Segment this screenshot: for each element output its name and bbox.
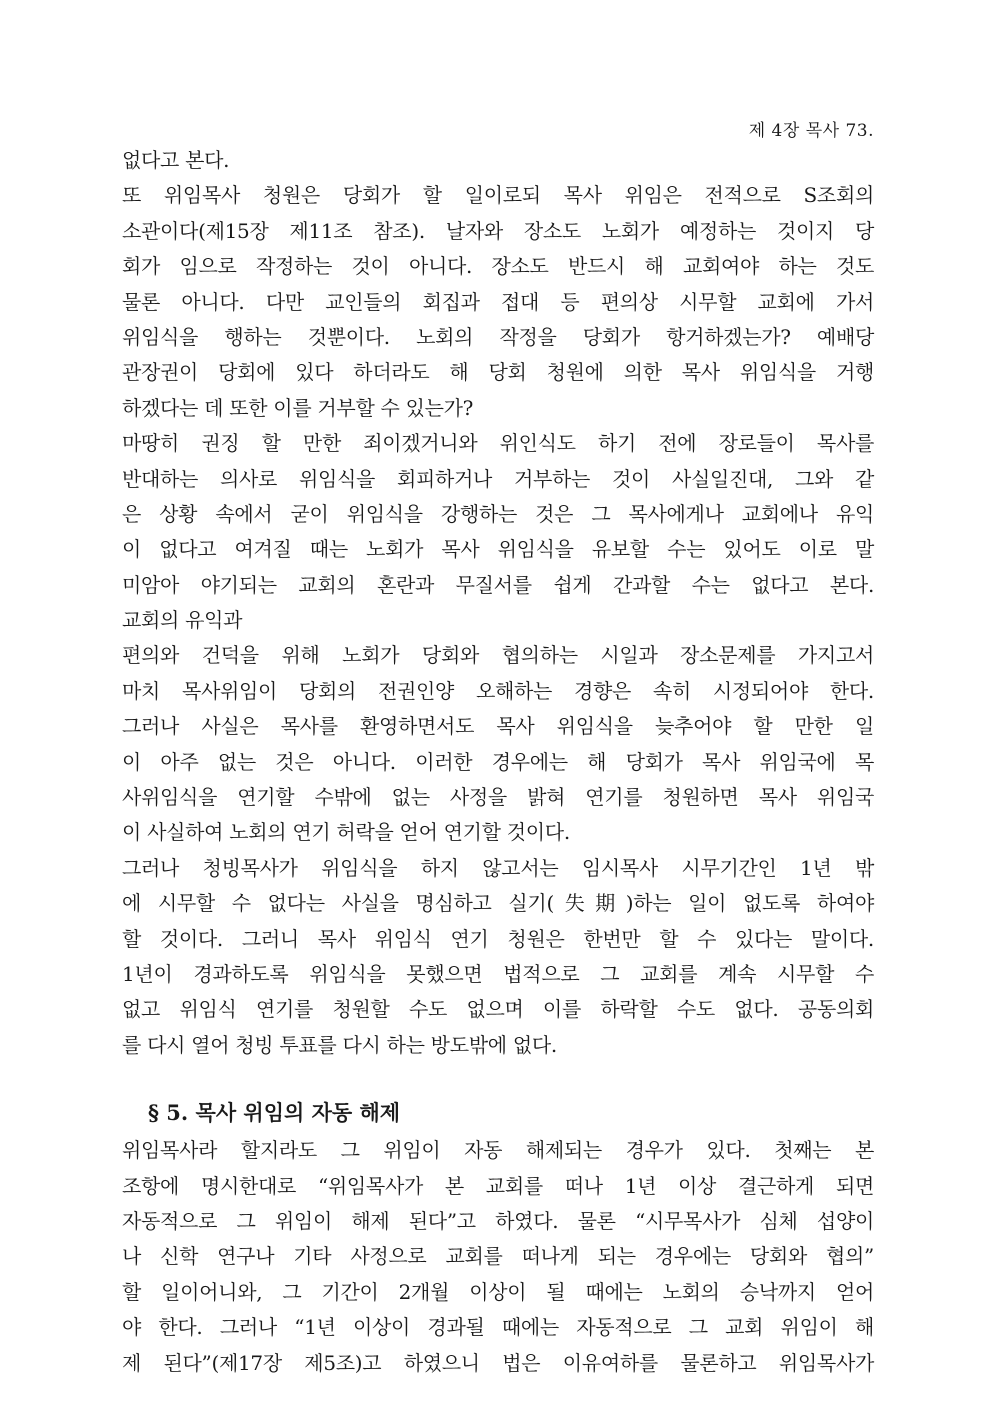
text-line: 또 위임목사 청원은 당회가 할 일이로되 목사 위임은 전적으로 S조회의 [122, 183, 874, 208]
text-line: 이 아주 없는 것은 아니다. 이러한 경우에는 해 당회가 목사 위임국에 목 [122, 749, 874, 774]
text-line: 할 것이다. 그러니 목사 위임식 연기 청원은 한번만 할 수 있다는 말이다. [122, 926, 874, 951]
text-line: 관장권이 당회에 있다 하더라도 해 당회 청원에 의한 목사 위임식을 거행 [122, 360, 874, 385]
running-header: 제 4장 목사 73. [748, 121, 874, 141]
text-line: 물론 아니다. 다만 교인들의 회집과 접대 등 편의상 시무할 교회에 가서 [122, 289, 874, 314]
page-body [122, 143, 874, 1381]
text-line: 에 시무할 수 없다는 사실을 명심하고 실기(失期)하는 일이 없도록 하여야 [122, 891, 874, 916]
text-line: 사위임식을 연기할 수밖에 없는 사정을 밝혀 연기를 청원하면 목사 위임국 [122, 785, 874, 810]
text-line: 편의와 건덕을 위해 노회가 당회와 협의하는 시일과 장소문제를 가지고서 [122, 643, 874, 668]
text-line: 할 일이어니와, 그 기간이 2개월 이상이 될 때에는 노회의 승낙까지 얻어 [122, 1279, 874, 1304]
text-line: 조항에 명시한대로 “위임목사가 본 교회를 떠나 1년 이상 결근하게 되면 [122, 1173, 874, 1198]
text-line: 하겠다는 데 또한 이를 거부할 수 있는가? [122, 395, 474, 420]
section-heading: § 5. 목사 위임의 자동 해제 [148, 1100, 401, 1126]
text-line: 은 상황 속에서 굳이 위임식을 강행하는 것은 그 목사에게나 교회에나 유익 [122, 501, 874, 526]
text-line: 이 사실하여 노회의 연기 허락을 얻어 연기할 것이다. [122, 820, 570, 845]
text-line: 위임식을 행하는 것뿐이다. 노회의 작정을 당회가 항거하겠는가? 예배당 [122, 324, 874, 349]
text-line: 그러나 사실은 목사를 환영하면서도 목사 위임식을 늦추어야 할 만한 일 [122, 714, 874, 739]
text-line: 자동적으로 그 위임이 해제 된다”고 하였다. 물론 “시무목사가 심체 섭양이 [122, 1208, 874, 1233]
text-line: 1년이 경과하도록 위임식을 못했으면 법적으로 그 교회를 계속 시무할 수 [122, 961, 874, 986]
text-line: 없다고 본다. [122, 148, 230, 172]
text-line: 를 다시 열어 청빙 투표를 다시 하는 방도밖에 없다. [122, 1032, 557, 1057]
text-line: 그러나 청빙목사가 위임식을 하지 않고서는 임시목사 시무기간인 1년 밖 [122, 855, 874, 880]
body-text-after-section [122, 1133, 874, 1381]
text-line: 없고 위임식 연기를 청원할 수도 없으며 이를 하락할 수도 없다. 공동의회 [122, 997, 874, 1022]
text-line: 마치 목사위임이 당회의 전권인양 오해하는 경향은 속히 시정되어야 한다. [122, 678, 874, 703]
text-line: 소관이다(제15장 제11조 참조). 날자와 장소도 노회가 예정하는 것이지 당 [122, 218, 874, 243]
text-line: 제 된다”(제17장 제5조)고 하였으니 법은 이유여하를 물론하고 위임목사가 [122, 1350, 874, 1375]
text-line: 회가 임으로 작정하는 것이 아니다. 장소도 반드시 해 교회여야 하는 것도 [122, 254, 874, 279]
text-line: 반대하는 의사로 위임식을 회피하거나 거부하는 것이 사실일진대, 그와 같 [122, 466, 874, 491]
text-line: 위임목사라 할지라도 그 위임이 자동 해제되는 경우가 있다. 첫째는 본 [122, 1138, 874, 1163]
text-line: 나 신학 연구나 기타 사정으로 교회를 떠나게 되는 경우에는 당회와 협의” [122, 1244, 874, 1269]
text-line: 미암아 야기되는 교회의 혼란과 무질서를 쉽게 간과할 수는 없다고 본다. [122, 572, 874, 597]
text-line: 야 한다. 그러나 “1년 이상이 경과될 때에는 자동적으로 그 교회 위임이 해 [122, 1315, 874, 1340]
text-line: 마땅히 권징 할 만한 죄이겠거니와 위인식도 하기 전에 장로들이 목사를 [122, 431, 874, 456]
text-line: 교회의 유익과 [122, 608, 243, 633]
body-text-before-section [122, 143, 874, 1063]
text-line: 이 없다고 여겨질 때는 노회가 목사 위임식을 유보할 수는 있어도 이로 말 [122, 537, 874, 562]
